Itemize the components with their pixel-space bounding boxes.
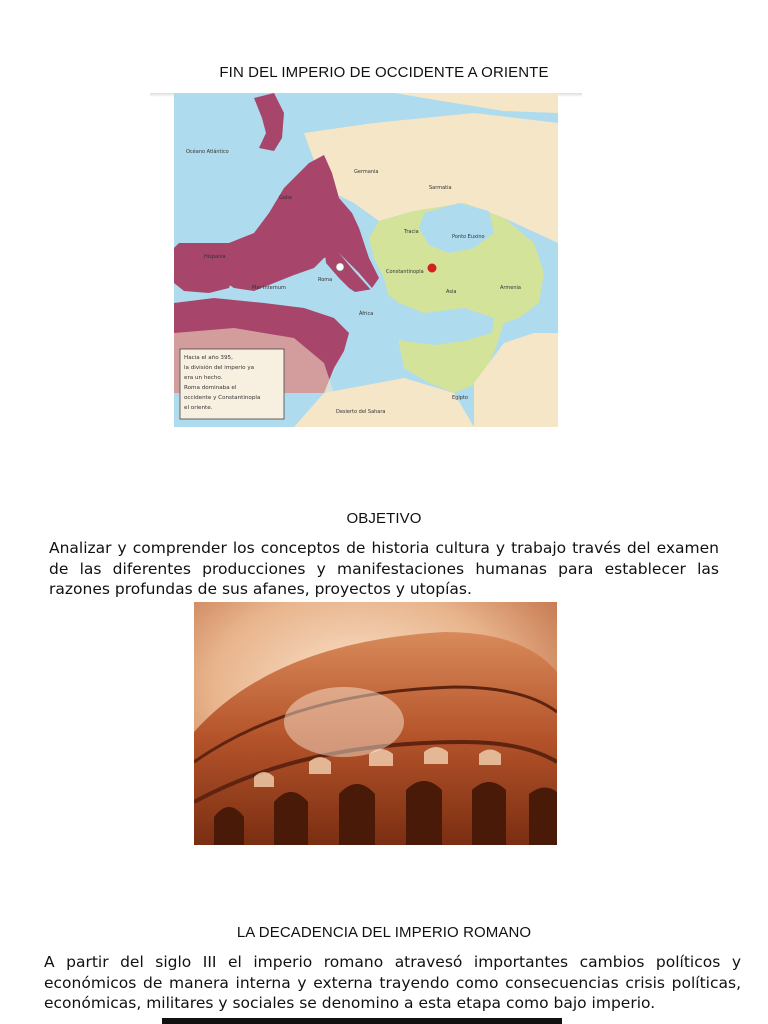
legend-line-4: Roma dominaba el: [184, 385, 237, 391]
label-tracia: Tracia: [404, 229, 419, 235]
rome-marker-icon: [336, 263, 344, 271]
paragraph-objetivo: Analizar y comprender los conceptos de historia cultura y trabajo través del examen de las diferentes producciones y manifestaciones humanas para establecer las razones profundas de sus afanes, proyectos y utopías.: [49, 539, 719, 598]
label-sahara: Desierto del Sahara: [336, 409, 386, 415]
map-legend: [180, 349, 284, 419]
bottom-image-edge: [162, 1018, 562, 1024]
legend-line-5: occidente y Constantinopla: [184, 395, 261, 401]
legend-line-1: Hacia el año 395,: [184, 355, 233, 361]
legend-line-6: el oriente.: [184, 405, 213, 411]
constantinople-marker-icon: [428, 264, 437, 273]
label-hispania: Hispania: [204, 254, 226, 260]
hispania: [174, 243, 236, 293]
section-title-decadencia: LA DECADENCIA DEL IMPERIO ROMANO: [236, 924, 532, 941]
label-roma: Roma: [318, 277, 333, 283]
roman-empire-map: [150, 93, 582, 429]
label-sarmatia: Sarmatia: [429, 185, 452, 191]
label-ponto: Ponto Euxino: [452, 234, 485, 240]
label-egipto: Egipto: [452, 395, 468, 401]
label-africa: África: [359, 311, 374, 317]
label-asia: Asia: [446, 289, 457, 295]
legend-line-3: era un hecho.: [184, 375, 223, 381]
label-atlantic: Océano Atlántico: [186, 149, 229, 155]
section-title-fin-imperio: FIN DEL IMPERIO DE OCCIDENTE A ORIENTE: [219, 64, 549, 81]
map-illustration: [174, 93, 558, 427]
label-galia: Galia: [279, 195, 292, 201]
label-germania: Germania: [354, 169, 379, 175]
label-mar-internum: Mar Internum: [252, 285, 286, 291]
photo-light-glare: [284, 687, 404, 757]
paragraph-decadencia: A partir del siglo III el imperio romano atravesó importantes cambios políticos y económicos de manera interna y externa trayendo como consecuencias crisis políticas, económicas, militares y sociales se denomino a esta etapa como bajo imperio.: [44, 953, 741, 1012]
label-constantinopla: Constantinopla: [386, 269, 424, 275]
colosseum-photo: [194, 602, 557, 845]
label-armenia: Armenia: [500, 285, 521, 291]
legend-line-2: la división del imperio ya: [184, 365, 255, 371]
section-title-objetivo: OBJETIVO: [346, 510, 422, 527]
